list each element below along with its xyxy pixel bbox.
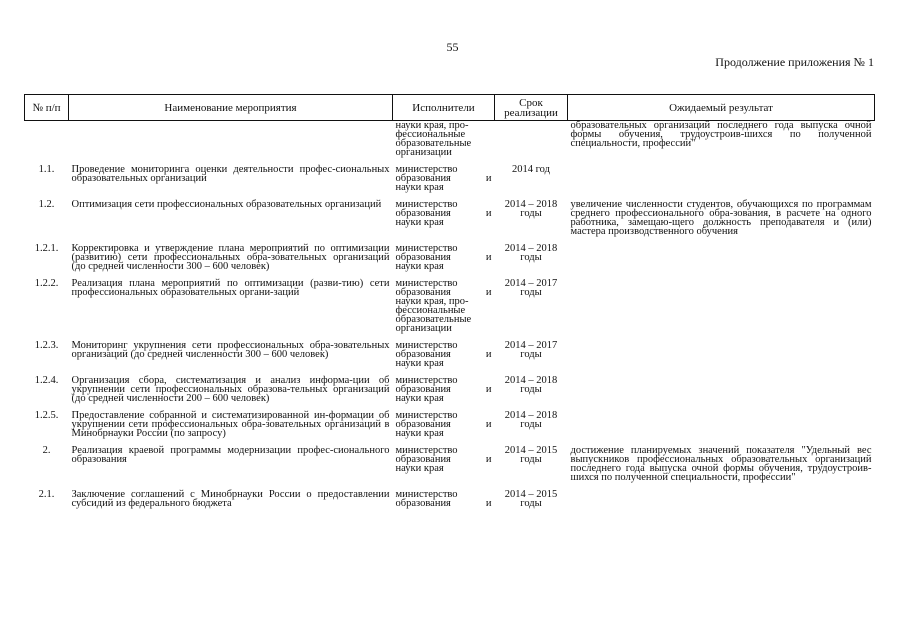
- cell-executors: [393, 244, 495, 279]
- executor-line: науки края: [395, 428, 444, 439]
- header-term: [495, 95, 568, 121]
- executor-line: науки края: [395, 393, 444, 404]
- cell-executors: [393, 165, 495, 200]
- header-result: Ожидаемый результат: [568, 95, 875, 121]
- executor-line: науки края, про-: [395, 296, 469, 307]
- cell-num: 2.1.: [38, 489, 55, 500]
- executor-line: науки края: [395, 358, 444, 369]
- cell-term: 2014 год: [512, 164, 550, 175]
- table-row: [25, 165, 875, 200]
- executor-line: организации: [395, 323, 452, 334]
- cell-result: [568, 165, 875, 200]
- cell-num: 1.2.5.: [34, 410, 59, 421]
- cell-term: [495, 121, 568, 166]
- header-name: Наименование мероприятия: [69, 95, 393, 121]
- executor-line: науки края, про-: [395, 120, 469, 131]
- table-row: [25, 446, 875, 490]
- cell-name: Организация сбора, систематизация и анализ информа-ции об укрупнении сети профессиональных образова-тельных организаций (до средней численности 200 – 600 человек): [71, 375, 390, 404]
- cell-name: Корректировка и утверждение плана мероприятий по оптимизации (развитию) сети профессиональных обра-зовательных организаций (до средней численности 300 – 600 человек): [71, 243, 390, 272]
- executor-line: министерство: [395, 410, 458, 421]
- executor-line: образования и: [395, 208, 492, 219]
- header-executors: Исполнители: [393, 95, 495, 121]
- cell-executors: [393, 490, 495, 516]
- table-header: [25, 95, 875, 121]
- executor-line: науки края: [395, 261, 444, 272]
- table-row: [25, 341, 875, 376]
- executor-line: организации: [395, 147, 452, 158]
- cell-term: 2014 – 2018 годы: [504, 199, 558, 219]
- executor-line: фессиональные: [395, 129, 466, 140]
- page-number: 55: [446, 40, 459, 54]
- header-term-line2: реализации: [504, 106, 558, 119]
- cell-name: Мониторинг укрупнения сети профессиональных обра-зовательных организаций (до средней численности 300 – 600 человек): [71, 340, 390, 360]
- cell-num: 1.2.: [38, 199, 55, 210]
- cell-name: Оптимизация сети профессиональных образовательных организаций: [71, 199, 382, 210]
- cell-executors: [393, 341, 495, 376]
- executor-line: образования и: [395, 252, 492, 263]
- cell-executors: [393, 446, 495, 490]
- executor-line: образования и: [395, 498, 492, 509]
- executor-line: министерство: [395, 445, 458, 456]
- cell-name: [69, 121, 393, 166]
- cell-result: [568, 490, 875, 516]
- cell-executors: [393, 376, 495, 411]
- cell-executors: [393, 121, 495, 166]
- cell-result: увеличение численности студентов, обучающихся по программам среднего профессионального обра-зования, в расчете на одного работника, замещаю-щего должность преподавателя и (или) мастера производственного обучения: [570, 199, 872, 237]
- cell-term: 2014 – 2017 годы: [504, 278, 558, 298]
- executor-line: фессиональные: [395, 305, 466, 316]
- executor-line: образовательные: [395, 314, 472, 325]
- executor-line: образования и: [395, 173, 492, 184]
- table-row: [25, 244, 875, 279]
- cell-result: [568, 279, 875, 341]
- executor-line: министерство: [395, 340, 458, 351]
- table-row: [25, 490, 875, 516]
- measures-table-wrapper: [24, 94, 875, 516]
- table-body: [25, 121, 875, 517]
- cell-result: достижение планируемых значений показателя "Удельный вес выпускников профессиональных образовательных организаций последнего года выпуска очной формы обучения, трудоустроив-шихся по полученной специальности, профессии": [570, 445, 872, 483]
- header-num: № п/п: [25, 95, 69, 121]
- appendix-continuation-label: Продолжение приложения № 1: [715, 55, 874, 69]
- cell-num: [25, 121, 69, 166]
- executor-line: министерство: [395, 243, 458, 254]
- executor-line: образования и: [395, 349, 492, 360]
- cell-name: Реализация плана мероприятий по оптимизации (разви-тию) сети профессиональных образовательных органи-заций: [71, 278, 390, 298]
- cell-executors: [393, 411, 495, 446]
- cell-num: 1.2.2.: [34, 278, 59, 289]
- cell-num: 1.2.1.: [34, 243, 59, 254]
- cell-name: Проведение мониторинга оценки деятельности профес-сиональных образовательных организаций: [71, 164, 390, 184]
- cell-result: [568, 341, 875, 376]
- table-row: [25, 279, 875, 341]
- table-row: [25, 200, 875, 244]
- executor-line: министерство: [395, 375, 458, 386]
- cell-result: [568, 376, 875, 411]
- cell-term: 2014 – 2017 годы: [504, 340, 558, 360]
- cell-executors: [393, 200, 495, 244]
- executor-line: образования и: [395, 287, 492, 298]
- cell-term: 2014 – 2018 годы: [504, 410, 558, 430]
- executor-line: министерство: [395, 164, 458, 175]
- executor-line: науки края: [395, 182, 444, 193]
- cell-name: Заключение соглашений с Минобрнауки России о предоставлении субсидий из федерального бюджета: [71, 489, 390, 509]
- cell-name: Предоставление собранной и систематизированной ин-формации об укрупнении сети профессиональных обра-зовательных организаций в Минобрнауки России (по запросу): [71, 410, 390, 439]
- table-row: [25, 411, 875, 446]
- cell-result: образовательных организаций последнего года выпуска очной формы обучения, трудоустроив-шихся по полученной специальности, профессии": [570, 120, 872, 149]
- cell-result: [568, 411, 875, 446]
- cell-num: 1.2.3.: [34, 340, 59, 351]
- cell-num: 2.: [42, 445, 51, 456]
- cell-term: 2014 – 2015 годы: [504, 445, 558, 465]
- executor-line: министерство: [395, 199, 458, 210]
- cell-term: 2014 – 2015 годы: [504, 489, 558, 509]
- executor-line: министерство: [395, 489, 458, 500]
- executor-line: образования и: [395, 454, 492, 465]
- executor-line: науки края: [395, 217, 444, 228]
- cell-num: 1.2.4.: [34, 375, 59, 386]
- cell-name: Реализация краевой программы модернизации профес-сионального образования: [71, 445, 390, 465]
- cell-result: [568, 244, 875, 279]
- table-row: [25, 376, 875, 411]
- header-term-line1: Срок: [519, 96, 543, 109]
- cell-num: 1.1.: [38, 164, 55, 175]
- executor-line: науки края: [395, 463, 444, 474]
- cell-term: 2014 – 2018 годы: [504, 375, 558, 395]
- cell-executors: [393, 279, 495, 341]
- executor-line: образовательные: [395, 138, 472, 149]
- table-row-carry-over: [25, 121, 875, 166]
- cell-term: 2014 – 2018 годы: [504, 243, 558, 263]
- executor-line: министерство: [395, 278, 458, 289]
- executor-line: образования и: [395, 419, 492, 430]
- measures-table: [24, 94, 875, 516]
- executor-line: образования и: [395, 384, 492, 395]
